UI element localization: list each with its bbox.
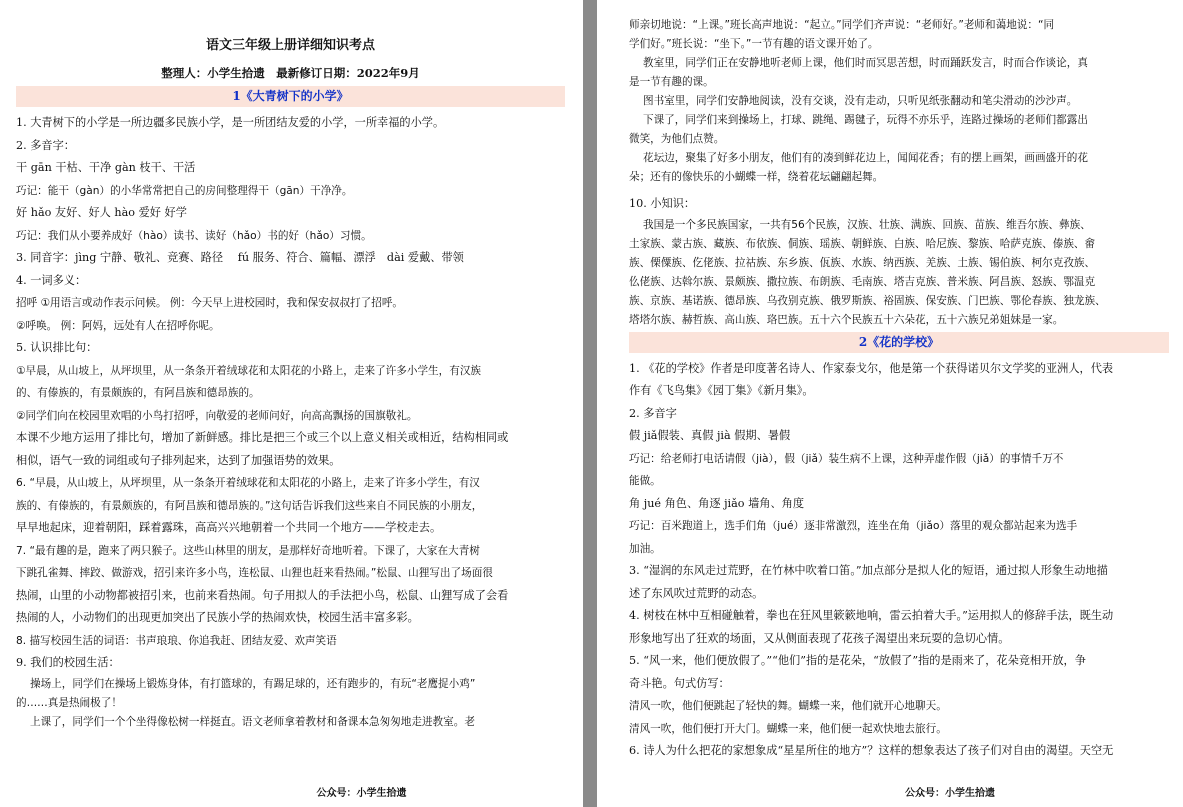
text-line: 9. 我们的校园生活：: [16, 656, 120, 669]
text-line: 土家族、蒙古族、藏族、布依族、侗族、瑶族、朝鲜族、白族、哈尼族、黎族、哈萨克族、傣族、畲: [629, 237, 1096, 250]
text-line: 2. 多音字: [629, 406, 677, 420]
text-line: 1. 《花的学校》作者是印度著名诗人、作家泰戈尔，他是第一个获得诺贝尔文学奖的亚洲人，代表: [629, 361, 1114, 375]
text-line: 7. “最有趣的是，跑来了两只猴子。这些山林里的朋友，是那样好奇地听着。下课了，大家在大青树: [16, 544, 480, 557]
text-line: 清风一吹，他们便跳起了轻快的舞。蝴蝶一来，他们就开心地聊天。: [629, 700, 947, 712]
text-line: 8. 描写校园生活的词语：书声琅琅、你追我赶、团结友爱、欢声笑语: [16, 634, 337, 647]
text-line: 4. 树枝在林中互相碰触着，拳也在狂风里簌簌地响，雷云拍着大手。”运用拟人的修辞手法，既生动: [629, 609, 1114, 622]
right-page: [597, 0, 1183, 807]
text-line: 我国是一个多民族国家，一共有56个民族，汉族、壮族、满族、回族、苗族、维吾尔族、彝族、: [643, 218, 1091, 231]
text-line: 3. “湿润的东风走过荒野，在竹林中吹着口笛。”加点部分是拟人化的短语，通过拟人形象生动地描: [629, 564, 1108, 577]
text-line: 热闹的人，小动物们的出现更加突出了民族小学的热闹欢快，校园生活丰富多彩。: [16, 611, 419, 624]
text-line: 早早地起床，迎着朝阳，踩着露珠，高高兴兴地朝着一个共同一个地方——学校走去。: [16, 521, 442, 534]
text-line: 奇斗艳。句式仿写：: [629, 676, 730, 690]
right-top-body: [629, 16, 1169, 187]
text-line: 好 hǎo 友好、好人 hào 爱好 好学: [16, 206, 187, 219]
text-line: 仫佬族、达斡尔族、景颇族、撒拉族、布朗族、毛南族、塔吉克族、普米族、阿昌族、怒族、鄂温克: [629, 275, 1096, 288]
section-heading-2: 2《花的学校》: [629, 332, 1169, 353]
text-line: 巧记：给老师打电话请假（jià），假（jiǎ）装生病不上课，这种弄虚作假（jiǎ）的事情千万不: [629, 452, 1064, 465]
text-line: 微笑，为他们点赞。: [629, 133, 725, 145]
text-line: 上课了，同学们一个个坐得像松树一样挺直。语文老师拿着教材和备课本急匆匆地走进教室。老: [30, 715, 475, 728]
text-line: 2. 多音字：: [16, 138, 75, 152]
text-line: 假 jiǎ假装、真假 jià 假期、暑假: [629, 429, 791, 442]
text-line: 花坛边，聚集了好多小朋友，他们有的凑到鲜花边上，闻闻花香；有的摆上画架，画画盛开的花: [643, 152, 1088, 164]
text-line: 1. 大青树下的小学是一所边疆多民族小学，是一所团结友爱的小学，一所幸福的小学。: [16, 116, 445, 129]
text-line: 干 gān 干枯、干净 gàn 枝干、干活: [16, 161, 196, 174]
footer-left: 公众号：小学生拾遗: [316, 788, 407, 799]
text-line: 热闹，山里的小动物都被招引来，也前来看热闹。句子用拟人的手法把小鸟，松鼠、山狸写成了会看: [16, 588, 509, 602]
text-line: 朵；还有的像快乐的小蝴蝶一样，绕着花坛翩翩起舞。: [629, 171, 884, 183]
text-line: 巧记：我们从小要养成好（hào）读书、读好（hǎo）书的好（hǎo）习惯。: [16, 229, 372, 242]
text-line: 5. “风一来，他们便放假了。”“他们”指的是花朵，“放假了”指的是雨来了，花朵竞相开放，争: [629, 654, 1086, 667]
document-meta: 整理人：小学生拾遗 最新修订日期：2022年9月: [161, 66, 420, 80]
text-line: 3. 同音字：jìng 宁静、敬礼、竞赛、路径 fú 服务、符合、篇幅、漂浮 dài 爱戴、带领: [16, 251, 464, 264]
text-line: 相似，语气一致的词组或句子排列起来，达到了加强语势的效果。: [16, 453, 341, 467]
text-line: 教室里，同学们正在安静地听老师上课，他们时而冥思苦想，时而踊跃发言，时而合作谈论，真: [643, 57, 1088, 69]
text-line: 图书室里，同学们安静地阅读，没有交谈，没有走动，只听见纸张翻动和笔尖滑动的沙沙声。: [643, 95, 1078, 107]
text-line: 族的、有傣族的，有景颇族的，有阿昌族和德昂族的。”这句话告诉我们这些来自不同民族的小朋友，: [16, 499, 483, 512]
document-title: 语文三年级上册详细知识考点: [205, 38, 375, 53]
text-line: 巧记：能干（gàn）的小华常常把自己的房间整理得干（gān）干净净。: [16, 184, 353, 197]
text-line: 6. “早晨，从山坡上，从坪坝里，从一条条开着绒球花和太阳花的小路上，走来了许多小学生，有汉: [16, 477, 480, 489]
text-line: 清风一吹，他们便打开大门。蝴蝶一来，他们便一起欢快地去旅行。: [629, 722, 947, 735]
text-line: ②呼唤。 例：阿妈，远处有人在招呼你呢。: [16, 319, 220, 332]
text-line: ①早晨，从山坡上，从坪坝里，从一条条开着绒球花和太阳花的小路上，走来了许多小学生，有汉族: [16, 364, 482, 377]
text-line: ②同学们向在校园里欢唱的小鸟打招呼，向敬爱的老师问好，向高高飘扬的国旗敬礼。: [16, 409, 418, 422]
text-line: 招呼 ①用语言或动作表示问候。 例：今天早上进校园时，我和保安叔叔打了招呼。: [16, 297, 404, 309]
text-line: 下跳孔雀舞、摔跤、做游戏，招引来许多小鸟，连松鼠、山狸也赶来看热闹。”松鼠、山狸写出了场面很: [16, 567, 493, 579]
text-line: 本课不少地方运用了排比句，增加了新鲜感。排比是把三个或三个以上意义相关或相近，结构相同或: [16, 431, 509, 444]
text-line: 师亲切地说：“上课。”班长高声地说：“起立。”同学们齐声说：“老师好。”老师和蔼地说：“同: [629, 19, 1055, 31]
text-line: 学们好。”班长说：“坐下。”一节有趣的语文课开始了。: [629, 38, 879, 50]
knowledge-body: [629, 216, 1169, 330]
section-heading-1: 1《大青树下的小学》: [16, 86, 565, 107]
text-line: 族、傈僳族、仡佬族、拉祜族、东乡族、佤族、水族、纳西族、羌族、土族、锡伯族、柯尔克孜族、: [629, 256, 1096, 269]
text-line: 6. 诗人为什么把花的家想象成“星星所住的地方”？这样的想象表达了孩子们对自由的渴望。天空无: [629, 744, 1114, 757]
footer-right: 公众号：小学生拾遗: [905, 788, 995, 799]
text-line: 角 jué 角色、角逐 jiǎo 墙角、角度: [629, 496, 805, 510]
knowledge-title: 10. 小知识：: [629, 197, 696, 210]
text-line: 作有《飞鸟集》《园丁集》《新月集》。: [629, 384, 814, 397]
left-body: [16, 112, 565, 675]
text-line: 的、有傣族的，有景颇族的，有阿昌族和德昂族的。: [16, 387, 260, 399]
text-line: 能做。: [629, 475, 661, 487]
text-line: 4. 一词多义：: [16, 273, 87, 287]
text-line: 5. 认识排比句：: [16, 341, 98, 354]
text-line: 下课了，同学们来到操场上，打球、跳绳、踢毽子，玩得不亦乐乎，连路过操场的老师们都露出: [643, 114, 1088, 126]
right-body: [629, 358, 1169, 763]
text-line: 塔塔尔族、赫哲族、高山族、珞巴族。五十六个民族五十六朵花，五十六族兄弟姐妹是一家。: [629, 313, 1064, 326]
page-divider: [583, 0, 597, 807]
text-line: 述了东风吹过荒野的动态。: [629, 586, 764, 600]
text-line: 族、京族、基诺族、德昂族、乌孜别克族、俄罗斯族、裕固族、保安族、门巴族、鄂伦春族、独龙族、: [629, 294, 1106, 307]
left-page: [0, 0, 583, 807]
left-para9: [16, 675, 565, 732]
text-line: 形象地写出了狂欢的场面，又从侧面表现了花孩子渴望出来玩耍的急切心情。: [629, 631, 1010, 645]
text-line: 加油。: [629, 542, 661, 555]
text-line: 是一节有趣的课。: [629, 76, 714, 88]
text-line: 的……真是热闹极了！: [16, 696, 122, 709]
text-line: 巧记：百米跑道上，选手们角（jué）逐非常激烈，连坐在角（jiǎo）落里的观众都站起来为选手: [629, 520, 1078, 532]
text-line: 操场上，同学们在操场上锻炼身体，有打篮球的，有踢足球的，还有跑步的，有玩“老鹰捉小鸡”: [30, 677, 476, 690]
